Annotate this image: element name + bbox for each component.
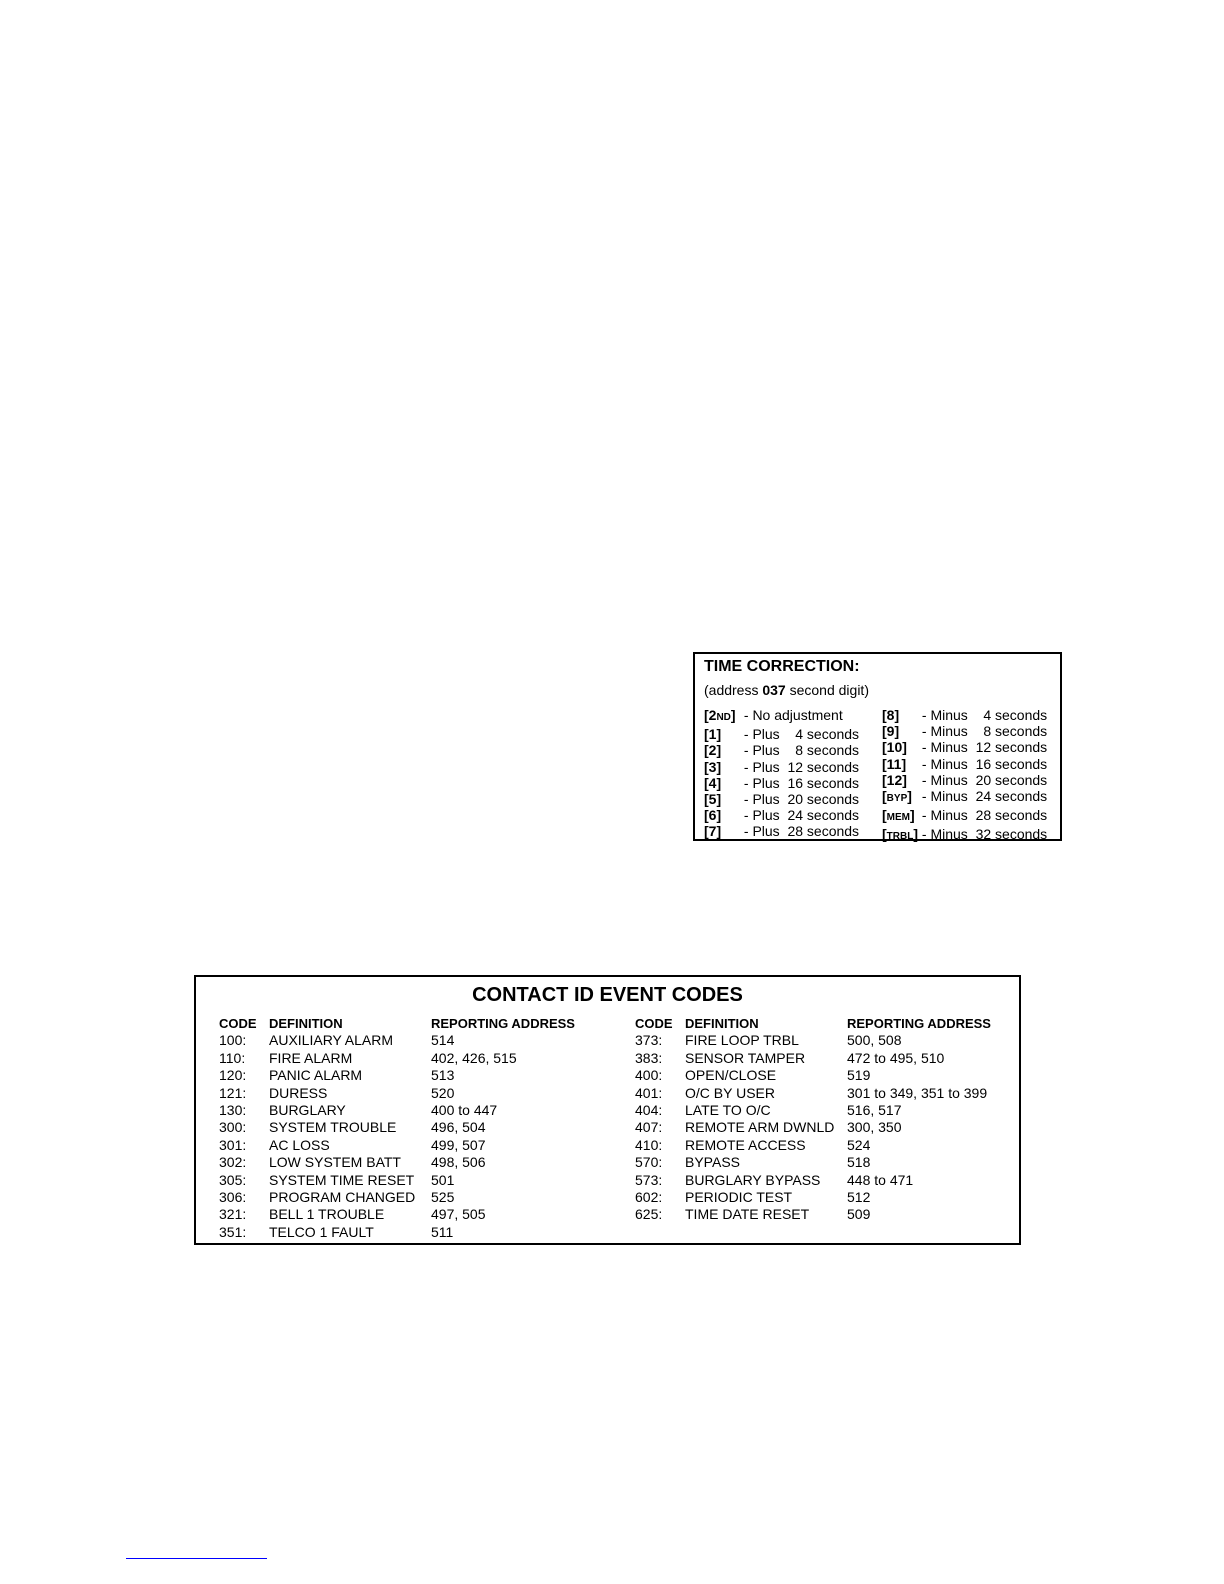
event-definition: PANIC ALARM xyxy=(269,1067,363,1084)
event-definition: AC LOSS xyxy=(269,1136,330,1153)
event-definition: LOW SYSTEM BATT xyxy=(269,1154,401,1171)
event-definition: AUXILIARY ALARM xyxy=(269,1032,393,1049)
header-code: CODE xyxy=(219,1016,257,1031)
reporting-address: 513 xyxy=(431,1067,455,1084)
time-correction-row xyxy=(704,775,859,791)
event-definition: PERIODIC TEST xyxy=(685,1188,793,1205)
table-row xyxy=(635,1032,1027,1049)
event-code: 625: xyxy=(635,1206,663,1223)
table-row xyxy=(219,1172,611,1189)
event-code: 130: xyxy=(219,1101,247,1118)
event-code: 321: xyxy=(219,1206,247,1223)
event-code: 301: xyxy=(219,1136,247,1153)
table-row xyxy=(219,1224,611,1241)
table-row xyxy=(219,1067,611,1084)
adjust-description: - Minus 32 seconds xyxy=(918,826,1048,843)
time-correction-row xyxy=(882,756,1047,772)
subtitle-suffix: second digit) xyxy=(785,682,869,698)
time-correction-title: TIME CORRECTION: xyxy=(704,658,860,675)
table-row xyxy=(219,1137,611,1154)
table-row xyxy=(219,1102,611,1119)
key-label: [10] xyxy=(882,739,907,756)
time-correction-plus-column xyxy=(704,707,859,840)
header-reporting-address: REPORTING ADDRESS xyxy=(847,1016,991,1031)
table-row xyxy=(219,1154,611,1171)
contact-id-right-column xyxy=(635,1015,1027,1224)
table-row xyxy=(219,1032,611,1049)
table-row xyxy=(635,1172,1027,1189)
event-code: 121: xyxy=(219,1084,247,1101)
time-correction-row xyxy=(704,759,859,775)
event-definition: REMOTE ARM DWNLD xyxy=(685,1119,835,1136)
key-label: [3] xyxy=(704,758,722,775)
adjust-description: - Plus 16 seconds xyxy=(740,774,860,791)
event-code: 401: xyxy=(635,1084,663,1101)
event-definition: BURGLARY BYPASS xyxy=(685,1171,821,1188)
adjust-description: - Plus 20 seconds xyxy=(740,791,860,808)
event-code: 383: xyxy=(635,1049,663,1066)
adjust-description: - Minus 28 seconds xyxy=(918,807,1048,824)
event-code: 120: xyxy=(219,1067,247,1084)
time-correction-row xyxy=(882,739,1047,755)
adjust-description: - Minus 24 seconds xyxy=(918,788,1048,805)
reporting-address: 402, 426, 515 xyxy=(431,1049,517,1066)
table-row xyxy=(635,1206,1027,1223)
subtitle-address: 037 xyxy=(762,682,786,698)
key-label: [8] xyxy=(882,707,900,723)
event-code: 404: xyxy=(635,1101,663,1118)
reporting-address: 516, 517 xyxy=(847,1101,902,1118)
key-label: [9] xyxy=(882,723,900,740)
time-correction-row xyxy=(882,807,1047,826)
event-code: 400: xyxy=(635,1067,663,1084)
adjust-description: - Minus 12 seconds xyxy=(918,739,1048,756)
table-row xyxy=(219,1189,611,1206)
reporting-address: 496, 504 xyxy=(431,1119,486,1136)
adjust-description: - Minus 4 seconds xyxy=(918,707,1048,723)
adjust-description: - Minus 8 seconds xyxy=(918,723,1048,740)
key-label: [1] xyxy=(704,726,722,743)
time-correction-row xyxy=(704,742,859,758)
event-code: 573: xyxy=(635,1171,663,1188)
subtitle-prefix: (address xyxy=(704,682,763,698)
reporting-address: 509 xyxy=(847,1206,871,1223)
key-label: [6] xyxy=(704,807,722,824)
event-definition: TELCO 1 FAULT xyxy=(269,1223,374,1240)
reporting-address: 524 xyxy=(847,1136,871,1153)
contact-id-title: CONTACT ID EVENT CODES xyxy=(472,984,743,1006)
time-correction-subtitle xyxy=(704,682,869,698)
reporting-address: 472 to 495, 510 xyxy=(847,1049,945,1066)
reporting-address: 514 xyxy=(431,1032,455,1049)
time-correction-row xyxy=(882,788,1047,807)
header-definition: DEFINITION xyxy=(269,1016,343,1031)
time-correction-row xyxy=(704,807,859,823)
event-definition: DURESS xyxy=(269,1084,328,1101)
time-correction-row xyxy=(704,726,859,742)
reporting-address: 501 xyxy=(431,1171,455,1188)
table-row xyxy=(635,1154,1027,1171)
event-code: 305: xyxy=(219,1171,247,1188)
table-row xyxy=(635,1137,1027,1154)
reporting-address: 525 xyxy=(431,1188,455,1205)
reporting-address: 301 to 349, 351 to 399 xyxy=(847,1084,988,1101)
table-row xyxy=(635,1102,1027,1119)
reporting-address: 300, 350 xyxy=(847,1119,902,1136)
key-label: [TRBL] xyxy=(882,826,919,843)
event-code: 410: xyxy=(635,1136,663,1153)
footer-link-underline xyxy=(126,1558,267,1559)
key-label: [5] xyxy=(704,791,722,808)
event-definition: PROGRAM CHANGED xyxy=(269,1188,416,1205)
key-label: [4] xyxy=(704,774,722,791)
event-definition: LATE TO O/C xyxy=(685,1101,771,1118)
reporting-address: 448 to 471 xyxy=(847,1171,914,1188)
reporting-address: 520 xyxy=(431,1084,455,1101)
key-label: [12] xyxy=(882,771,907,788)
event-definition: SYSTEM TIME RESET xyxy=(269,1171,415,1188)
event-code: 100: xyxy=(219,1032,247,1049)
table-header xyxy=(219,1015,611,1032)
time-correction-row xyxy=(704,823,859,839)
event-code: 570: xyxy=(635,1154,663,1171)
header-reporting-address: REPORTING ADDRESS xyxy=(431,1016,575,1031)
table-header xyxy=(635,1015,1027,1032)
event-definition: FIRE ALARM xyxy=(269,1049,353,1066)
event-definition: FIRE LOOP TRBL xyxy=(685,1032,799,1049)
key-label: [11] xyxy=(882,755,907,772)
event-definition: SENSOR TAMPER xyxy=(685,1049,806,1066)
event-code: 407: xyxy=(635,1119,663,1136)
header-code: CODE xyxy=(635,1016,673,1031)
table-row xyxy=(635,1119,1027,1136)
table-row xyxy=(219,1085,611,1102)
time-correction-box xyxy=(693,652,1062,841)
event-definition: TIME DATE RESET xyxy=(685,1206,810,1223)
reporting-address: 498, 506 xyxy=(431,1154,486,1171)
event-code: 306: xyxy=(219,1188,247,1205)
event-code: 302: xyxy=(219,1154,247,1171)
time-correction-row xyxy=(882,772,1047,788)
reporting-address: 497, 505 xyxy=(431,1206,486,1223)
event-code: 351: xyxy=(219,1223,247,1240)
header-definition: DEFINITION xyxy=(685,1016,759,1031)
contact-id-left-column xyxy=(219,1015,611,1241)
event-code: 110: xyxy=(219,1049,246,1066)
table-row xyxy=(635,1050,1027,1067)
adjust-description: - Plus 4 seconds xyxy=(740,726,860,743)
event-definition: REMOTE ACCESS xyxy=(685,1136,806,1153)
reporting-address: 511 xyxy=(431,1223,454,1240)
table-row xyxy=(635,1067,1027,1084)
table-row xyxy=(219,1206,611,1223)
time-correction-row xyxy=(704,707,859,726)
key-label: [2ND] xyxy=(704,707,736,723)
reporting-address: 512 xyxy=(847,1188,871,1205)
event-code: 602: xyxy=(635,1188,663,1205)
table-row xyxy=(635,1189,1027,1206)
reporting-address: 400 to 447 xyxy=(431,1101,498,1118)
event-definition: BELL 1 TROUBLE xyxy=(269,1206,385,1223)
key-label: [2] xyxy=(704,742,722,759)
adjust-description: - Minus 20 seconds xyxy=(918,771,1048,788)
event-definition: O/C BY USER xyxy=(685,1084,775,1101)
reporting-address: 518 xyxy=(847,1154,871,1171)
adjust-description: - Plus 28 seconds xyxy=(740,823,860,840)
reporting-address: 500, 508 xyxy=(847,1032,902,1049)
event-definition: OPEN/CLOSE xyxy=(685,1067,777,1084)
reporting-address: 499, 507 xyxy=(431,1136,486,1153)
adjust-description: - Plus 8 seconds xyxy=(740,742,860,759)
table-row xyxy=(635,1085,1027,1102)
event-definition: SYSTEM TROUBLE xyxy=(269,1119,397,1136)
time-correction-row xyxy=(882,826,1047,845)
key-label: [BYP] xyxy=(882,788,912,805)
event-definition: BURGLARY xyxy=(269,1101,346,1118)
time-correction-row xyxy=(704,791,859,807)
contact-id-table-box xyxy=(194,975,1021,1245)
reporting-address: 519 xyxy=(847,1067,871,1084)
table-row xyxy=(219,1119,611,1136)
time-correction-minus-column xyxy=(882,707,1047,846)
key-label: [7] xyxy=(704,823,722,840)
event-code: 373: xyxy=(635,1032,663,1049)
adjust-description: - Plus 24 seconds xyxy=(740,807,860,824)
adjust-description: - Plus 12 seconds xyxy=(740,758,860,775)
key-label: [MEM] xyxy=(882,807,915,824)
adjust-description: - Minus 16 seconds xyxy=(918,755,1048,772)
time-correction-row xyxy=(882,723,1047,739)
table-row xyxy=(219,1050,611,1067)
adjust-description: - No adjustment xyxy=(740,707,843,723)
time-correction-row xyxy=(882,707,1047,723)
event-definition: BYPASS xyxy=(685,1154,740,1171)
event-code: 300: xyxy=(219,1119,247,1136)
